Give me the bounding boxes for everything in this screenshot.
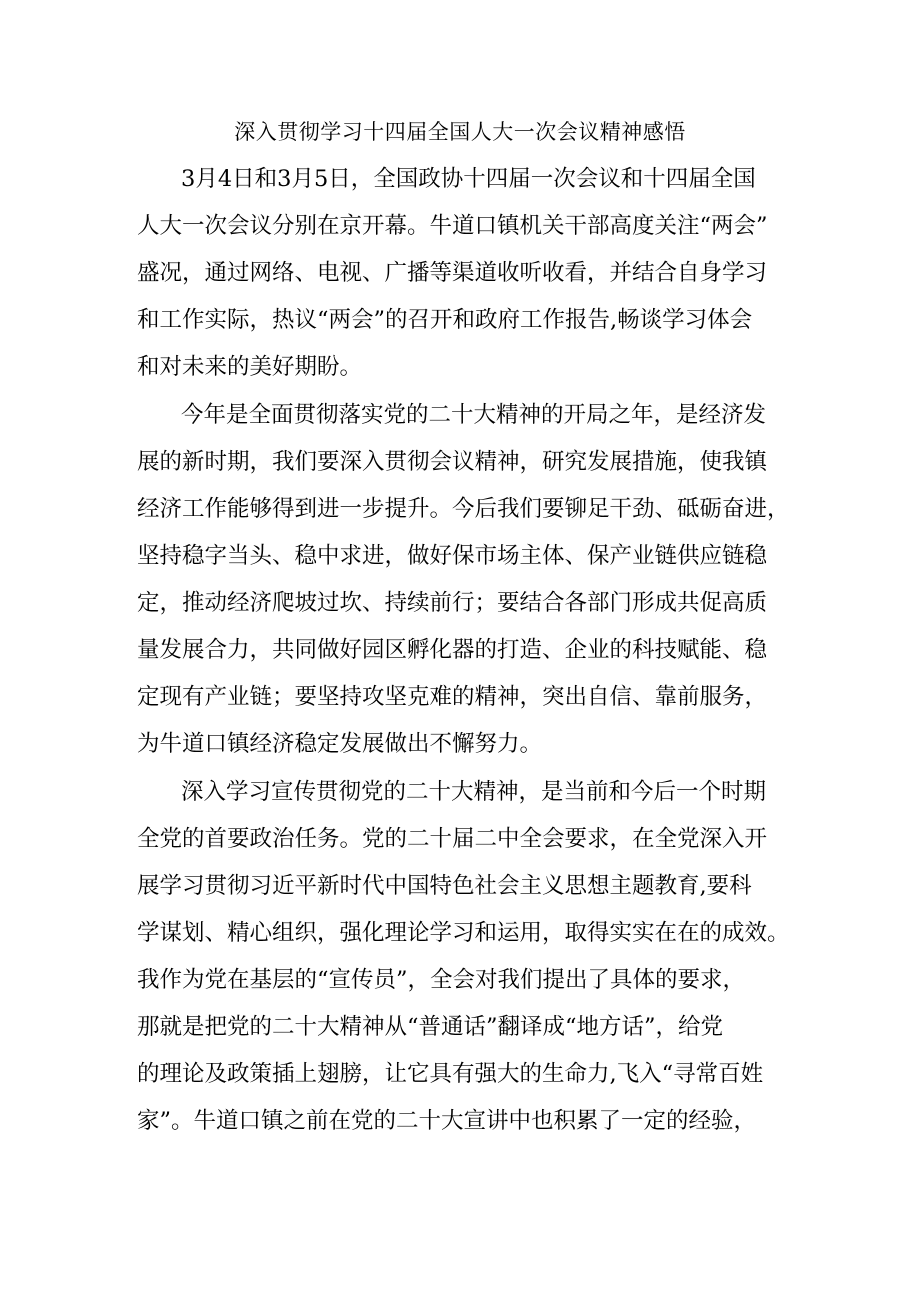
paragraph-2-line-8: 为牛道口镇经济稳定发展做出不懈努力。 [137, 731, 543, 757]
paragraph-2-line-2: 展的新时期，我们要深入贯彻会议精神，研究发展措施，使我镇 [137, 449, 768, 475]
paragraph-3-line-6: 那就是把党的二十大精神从“普通话”翻译成“地方话”，给党 [137, 1014, 724, 1040]
paragraph-2-line-4: 坚持稳字当头、稳中求进，做好保市场主体、保产业链供应链稳 [137, 543, 768, 569]
paragraph-2-line-7: 定现有产业链；要坚持攻坚克难的精神，突出自信、靠前服务， [137, 684, 768, 710]
document-title: 深入贯彻学习十四届全国人大一次会议精神感悟 [234, 120, 686, 144]
paragraph-3-line-5: 我作为党在基层的“宣传员”，全会对我们提出了具体的要求， [137, 967, 746, 993]
paragraph-3-line-8: 家”。牛道口镇之前在党的二十大宣讲中也积累了一定的经验， [137, 1108, 757, 1134]
paragraph-1-line-4: 和工作实际，热议“两会”的召开和政府工作报告,畅谈学习体会 [137, 307, 753, 333]
paragraph-1-line-2: 人大一次会议分别在京开幕。牛道口镇机关干部高度关注“两会” [137, 213, 768, 239]
paragraph-2-line-1: 今年是全面贯彻落实党的二十大精神的开局之年，是经济发 [181, 402, 767, 428]
paragraph-3-line-2: 全党的首要政治任务。党的二十届二中全会要求，在全党深入开 [137, 826, 768, 852]
paragraph-3-line-4: 学谋划、精心组织，强化理论学习和运用，取得实实在在的成效。 [137, 920, 790, 946]
paragraph-3-line-3: 展学习贯彻习近平新时代中国特色社会主义思想主题教育,要科 [137, 873, 752, 899]
paragraph-2-line-3: 经济工作能够得到进一步提升。今后我们要铆足干劲、砥砺奋进， [137, 496, 790, 522]
paragraph-1-line-3: 盛况，通过网络、电视、广播等渠道收听收看，并结合自身学习 [137, 260, 768, 286]
paragraph-2-line-6: 量发展合力，共同做好园区孵化器的打造、企业的科技赋能、稳 [137, 637, 768, 663]
paragraph-1-line-1: 3月4日和3月5日，全国政协十四届一次会议和十四届全国 [181, 166, 756, 192]
paragraph-3-line-1: 深入学习宣传贯彻党的二十大精神，是当前和今后一个时期 [181, 779, 767, 805]
paragraph-2-line-5: 定，推动经济爬坡过坎、持续前行；要结合各部门形成共促高质 [137, 590, 768, 616]
paragraph-3-line-7: 的理论及政策插上翅膀，让它具有强大的生命力,飞入“寻常百姓 [137, 1061, 764, 1087]
paragraph-1-line-5: 和对未来的美好期盼。 [137, 354, 363, 380]
